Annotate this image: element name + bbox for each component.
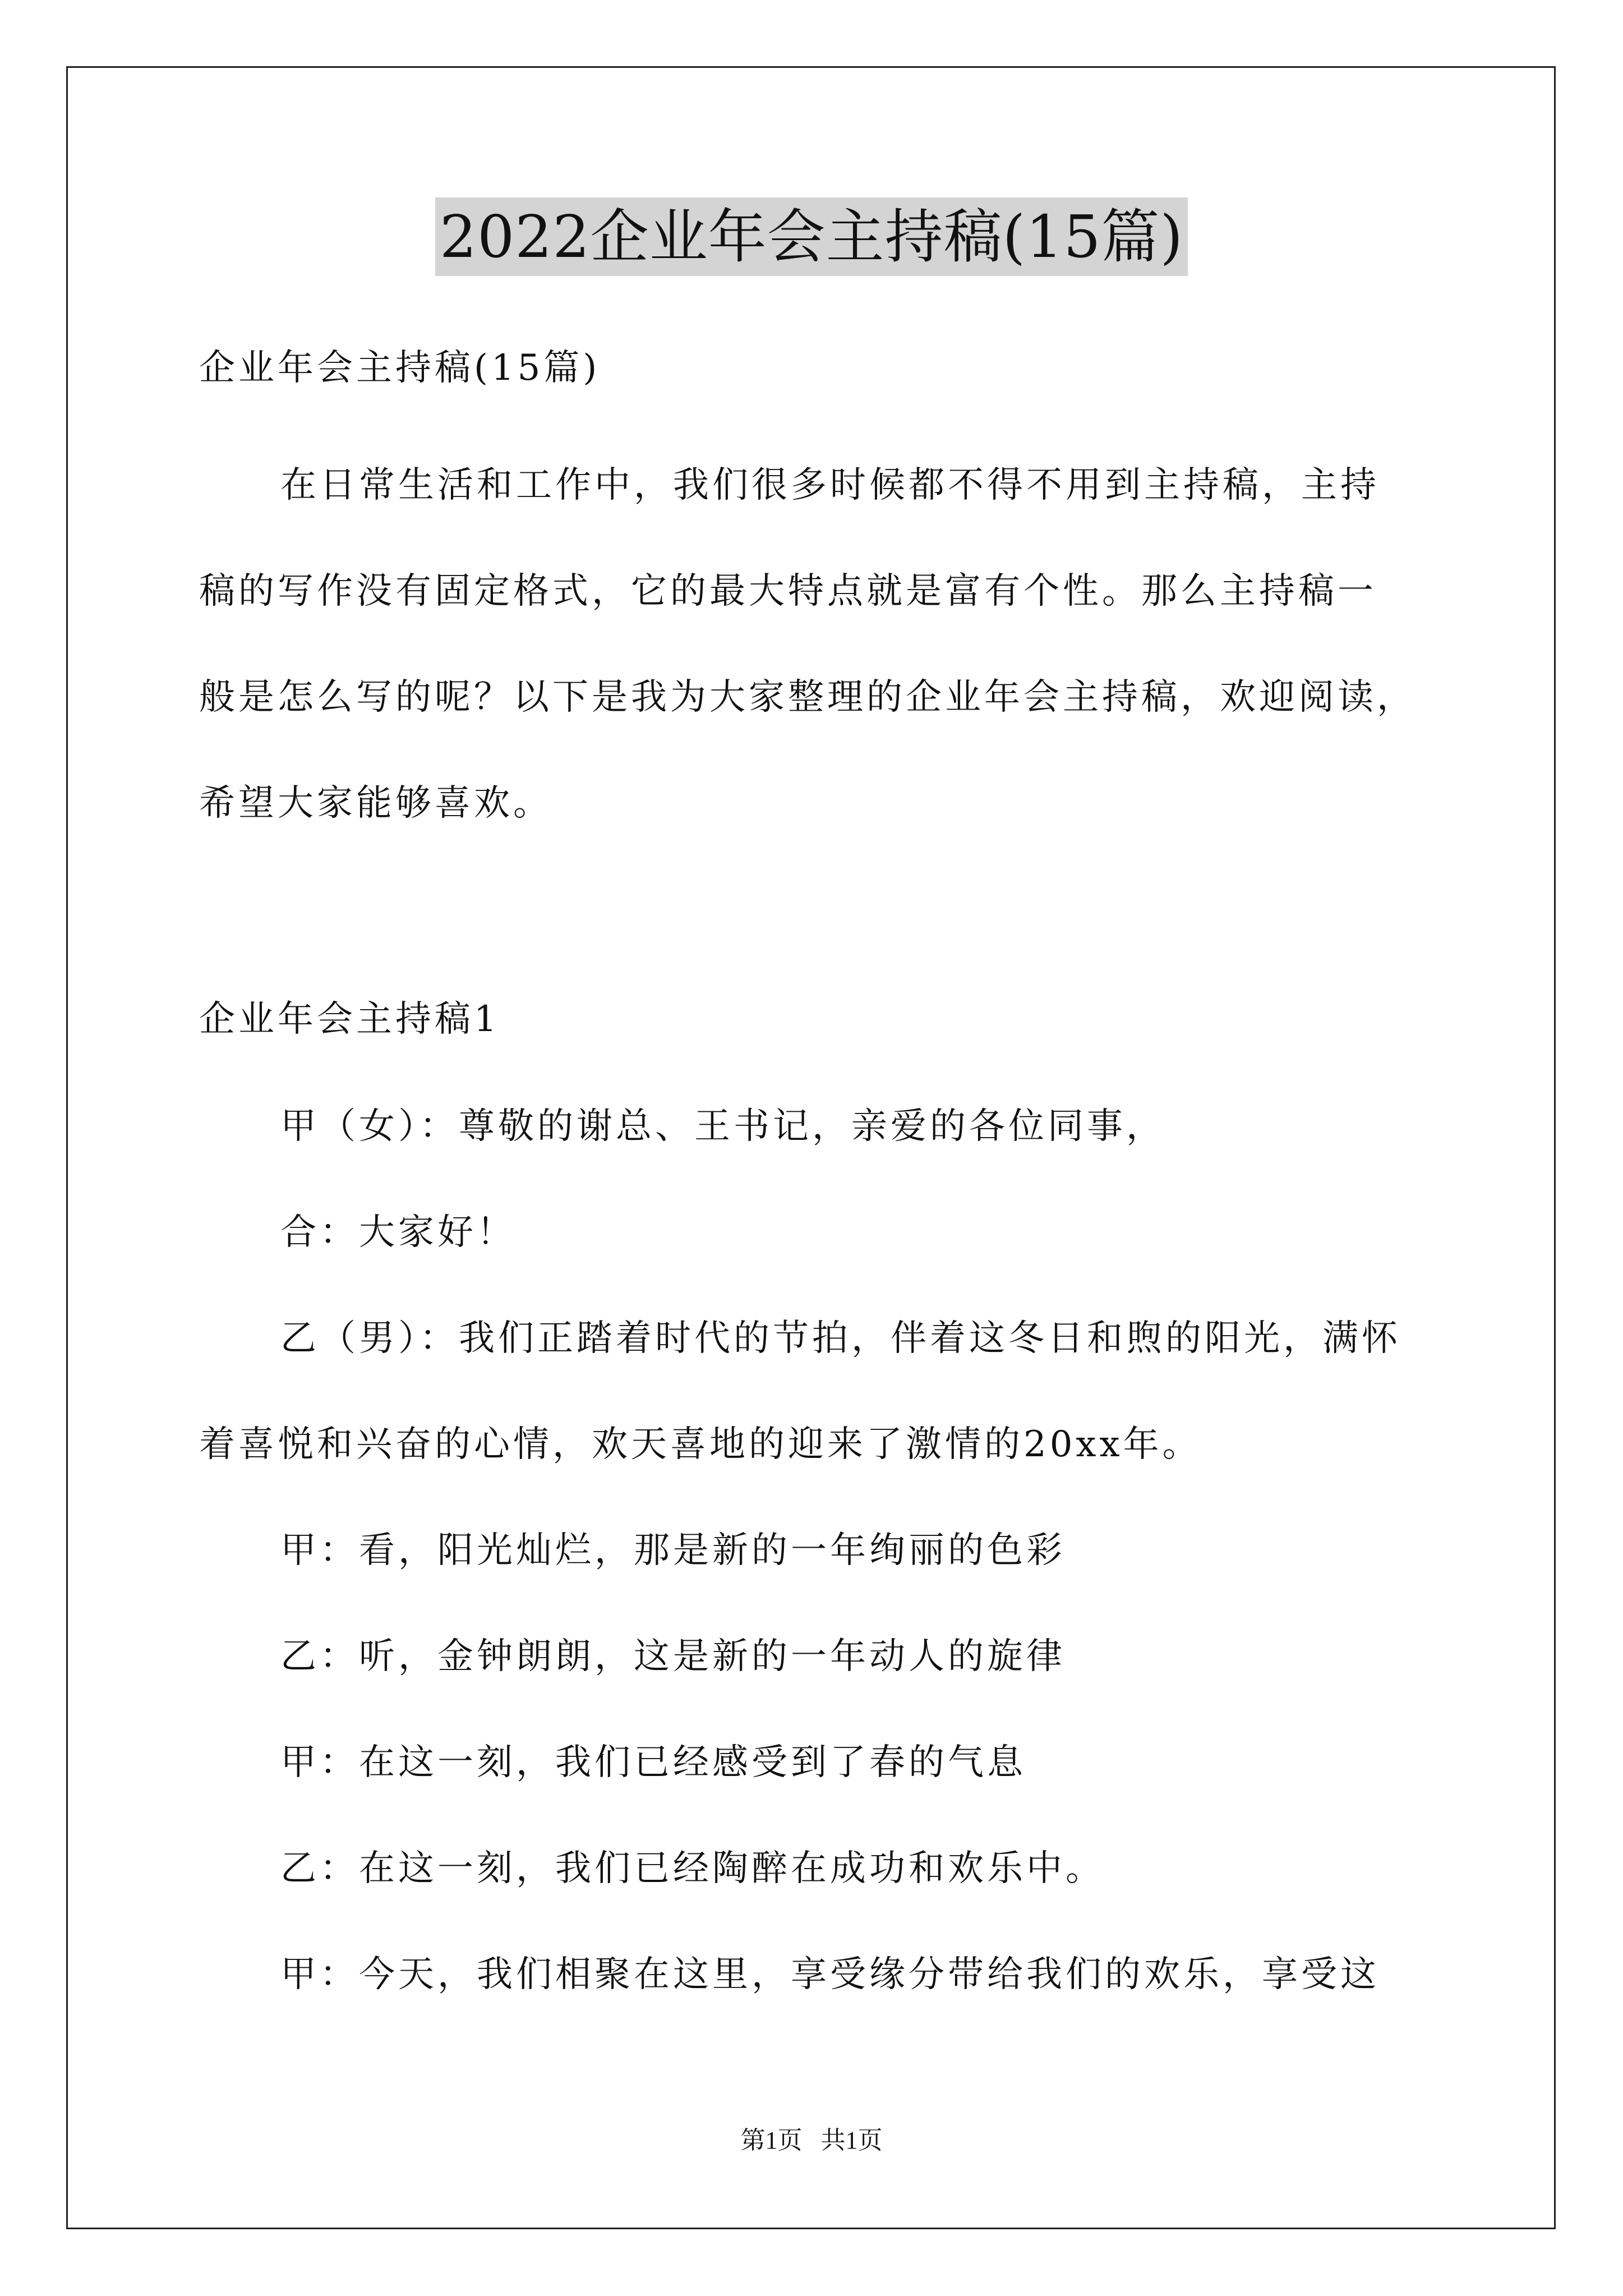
- intro-line-2: 稿的写作没有固定格式，它的最大特点就是富有个性。那么主持稿一: [199, 570, 1377, 612]
- intro-line-3: 般是怎么写的呢？以下是我为大家整理的企业年会主持稿，欢迎阅读，: [199, 677, 1416, 718]
- dialogue-line: 甲（女）：尊敬的谢总、王书记，亲爱的各位同事，: [280, 1106, 1165, 1147]
- intro-line-1: 在日常生活和工作中，我们很多时候都不得不用到主持稿，主持: [280, 464, 1380, 506]
- section-heading: 企业年会主持稿1: [199, 999, 500, 1040]
- subtitle-line: 企业年会主持稿(15篇): [199, 347, 601, 389]
- intro-line-4: 希望大家能够喜欢。: [199, 783, 552, 824]
- document-title: 2022企业年会主持稿(15篇): [435, 197, 1188, 276]
- dialogue-line: 乙（男）：我们正踏着时代的节拍，伴着这冬日和煦的阳光，满怀: [280, 1318, 1401, 1359]
- dialogue-line: 乙：在这一刻，我们已经陶醉在成功和欢乐中。: [280, 1848, 1105, 1889]
- dialogue-line: 合：大家好！: [280, 1212, 516, 1253]
- dialogue-line: 甲：在这一刻，我们已经感受到了春的气息: [280, 1742, 1026, 1783]
- dialogue-line: 甲：看，阳光灿烂，那是新的一年绚丽的色彩: [280, 1530, 1066, 1571]
- dialogue-line: 甲：今天，我们相聚在这里，享受缘分带给我们的欢乐，享受这: [280, 1954, 1380, 1995]
- dialogue-line: 乙：听，金钟朗朗，这是新的一年动人的旋律: [280, 1636, 1066, 1677]
- title-container: [0, 197, 1623, 276]
- dialogue-line: 着喜悦和兴奋的心情，欢天喜地的迎来了激情的20xx年。: [199, 1424, 1202, 1465]
- page-number-footer: 第1页 共1页: [740, 2127, 883, 2154]
